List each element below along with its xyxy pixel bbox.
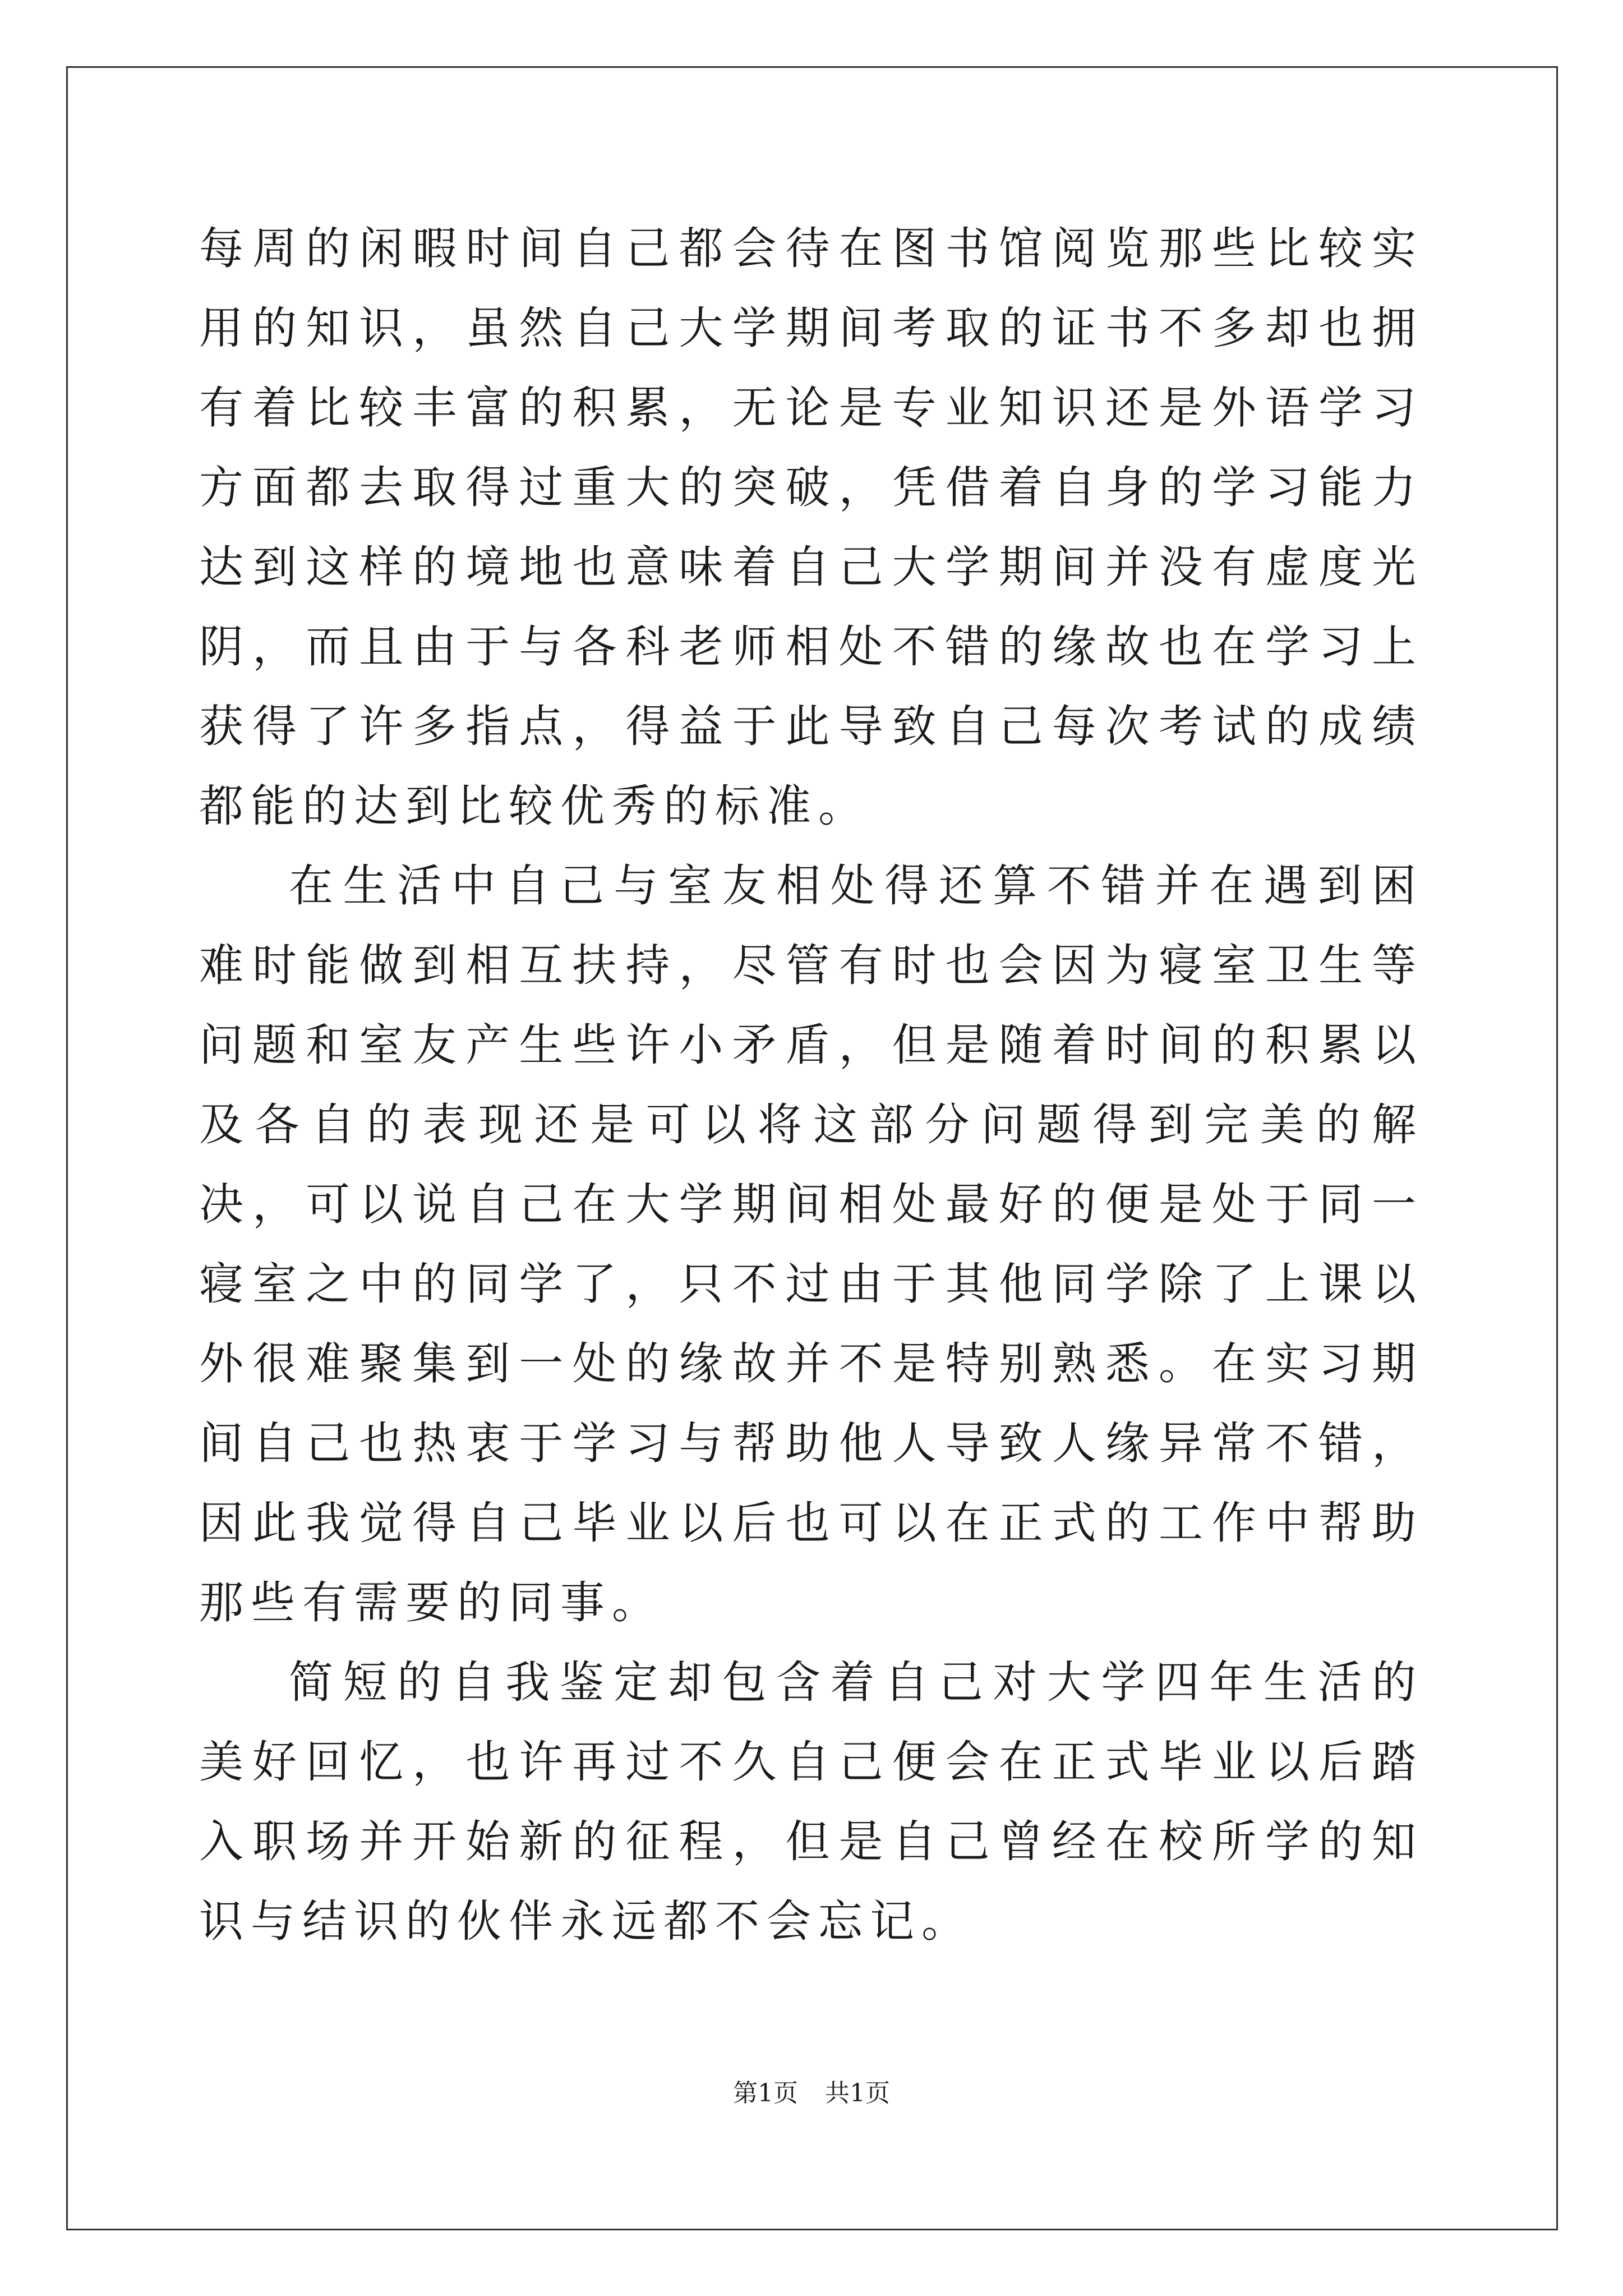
paragraph-2: 在生活中自己与室友相处得还算不错并在遇到困难时能做到相互扶持，尽管有时也会因为寝室卫生等问题和室友产生些许小矛盾，但是随着时间的积累以及各自的表现还是可以将这部分问题得到完美的解决，可以说自己在大学期间相处最好的便是处于同一寝室之中的同学了，只不过由于其他同学除了上课以外很难聚集到一处的缘故并不是特别熟悉。在实习期间自己也热衷于学习与帮助他人导致人缘异常不错，因此我觉得自己毕业以后也可以在正式的工作中帮助那些有需要的同事。 (199, 860, 1423, 1628)
paragraph-3: 简短的自我鉴定却包含着自己对大学四年生活的美好回忆，也许再过不久自己便会在正式毕业以后踏入职场并开始新的征程，但是自己曾经在校所学的知识与结识的伙伴永远都不会忘记。 (199, 1657, 1423, 1947)
page-total: 共1页 (825, 2079, 890, 2108)
page-number: 第1页 (733, 2079, 798, 2108)
paragraph-1: 每周的闲暇时间自己都会待在图书馆阅览那些比较实用的知识，虽然自己大学期间考取的证书不多却也拥有着比较丰富的积累，无论是专业知识还是外语学习方面都去取得过重大的突破，凭借着自身的学习能力达到这样的境地也意味着自己大学期间并没有虚度光阴，而且由于与各科老师相处不错的缘故也在学习上获得了许多指点，得益于此导致自己每次考试的成绩都能的达到比较优秀的标准。 (199, 223, 1423, 832)
page-footer (0, 2077, 1623, 2110)
document-body (199, 209, 1423, 1961)
